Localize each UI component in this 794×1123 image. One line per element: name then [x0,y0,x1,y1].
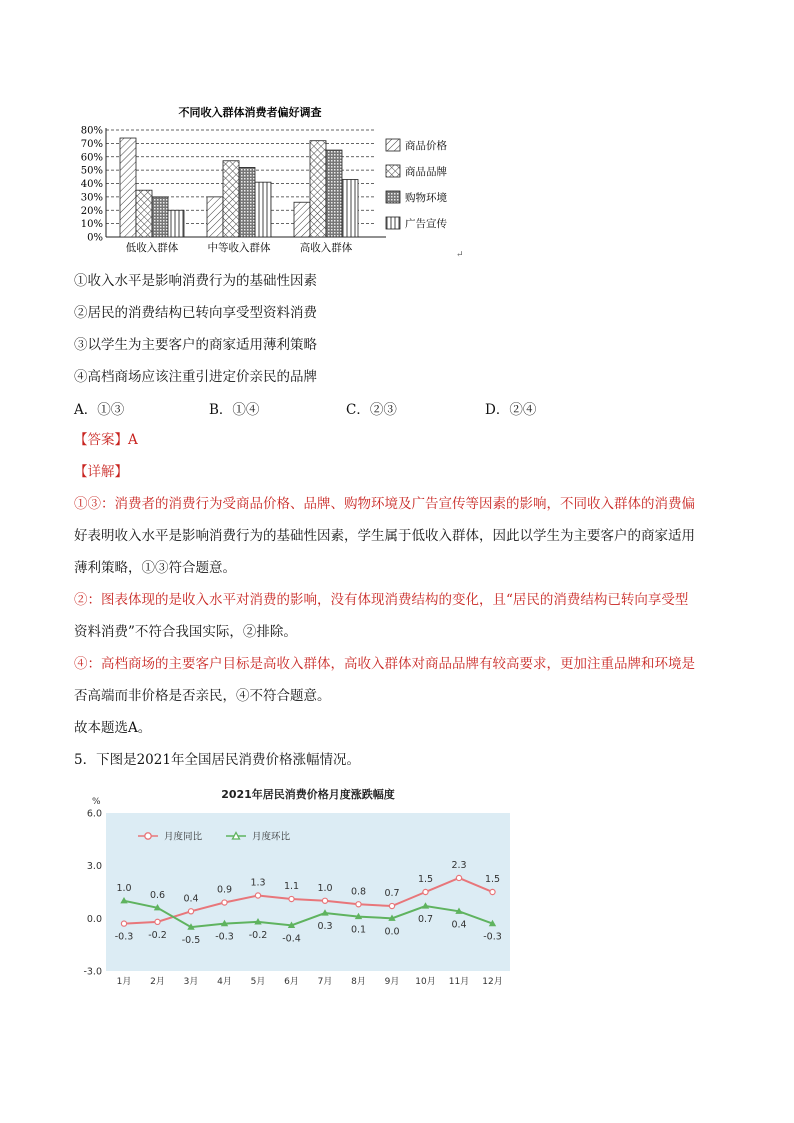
chart2-point [222,900,227,905]
chart1-legend-swatch [386,139,400,151]
chart1-ytick-label: 20% [80,205,103,217]
chart2-xtick-label: 5月 [250,977,266,987]
chart2-point [255,893,260,898]
explanation-line-6: ④：高档商场的主要客户目标是高收入群体，高收入群体对商品品牌有较高要求，更加注重品牌和环境是 [74,656,695,672]
chart1-legend-swatch [386,217,400,229]
chart1-ytick-label: 70% [80,138,103,150]
chart2-data-label: 0.4 [183,893,199,905]
chart2-ytick-label: 0.0 [86,913,102,925]
chart2-ylabel: % [92,797,101,807]
chart2-point [289,896,294,901]
chart1-legend-label: 商品价格 [405,140,447,152]
chart1-legend-swatch [386,191,400,203]
chart2-legend-label: 月度环比 [252,831,291,843]
chart1-legend-label: 商品品牌 [405,166,447,178]
chart2-xtick-label: 11月 [448,977,470,987]
income-preference-bar-chart [70,100,470,260]
chart2-data-label: -0.3 [215,931,234,943]
chart1-ytick-label: 10% [80,219,103,231]
explanation-line-5: 资料消费”不符合我国实际，②排除。 [74,624,297,640]
chart2-xtick-label: 4月 [217,977,232,987]
chart2-point [322,898,327,903]
chart2-legend-label: 月度同比 [164,831,203,843]
chart2-data-label: 1.0 [317,882,333,894]
chart2-xtick-label: 6月 [284,977,299,987]
return-mark: ↵ [456,250,464,260]
chart2-ytick-label: 3.0 [86,861,102,873]
chart2-data-label: -0.3 [483,931,502,943]
chart2-point [456,875,461,880]
chart1-bar [207,197,223,237]
chart2-data-label: 0.4 [451,919,467,931]
chart1-bar [136,190,152,237]
answer-value: A [128,432,138,448]
chart2-ytick-label: 6.0 [86,808,102,820]
chart2-data-label: 0.1 [350,924,367,936]
chart2-xtick-label: 3月 [183,977,199,987]
answer-line [74,430,138,450]
option-b[interactable]: B．①④ [209,402,260,418]
chart1-ytick-label: 0% [87,232,103,244]
chart2-xtick-label: 8月 [351,977,366,987]
chart2-data-label: 0.8 [350,886,367,898]
answer-label: 【答案】 [74,432,128,448]
explanation-line-1: ①③：消费者的消费行为受商品价格、品牌、购物环境及广告宣传等因素的影响，不同收入群体的消费偏 [74,496,695,512]
chart2-point [356,902,361,907]
statement-4: ④高档商场应该注重引进定价亲民的品牌 [74,369,317,385]
chart1-ytick-label: 60% [80,152,103,164]
option-c[interactable]: C．②③ [346,402,397,418]
explanation-line-3: 薄利策略，①③符合题意。 [74,560,236,576]
chart1-ytick-label: 40% [80,179,103,190]
chart2-xtick-label: 10月 [415,977,436,987]
chart1-bar [152,197,168,237]
chart2-data-label: 0.9 [216,884,233,896]
chart2-data-label: 1.1 [283,881,300,893]
chart2-data-label: -0.2 [148,929,167,941]
chart2-point [490,889,495,894]
chart2-data-label: 0.7 [384,888,400,900]
chart2-ytick-label: -3.0 [83,966,102,978]
chart2-xtick-label: 2月 [150,977,165,987]
chart2-legend-marker [145,833,151,839]
chart1-bar [294,202,310,237]
chart2-title: 2021年居民消费价格月度涨跌幅度 [221,788,395,801]
chart1-ytick-label: 30% [80,192,103,204]
statement-2: ②居民的消费结构已转向享受型资料消费 [74,305,317,321]
chart2-data-label: -0.4 [282,933,301,945]
explanation-line-4: ②：图表体现的是收入水平对消费的影响，没有体现消费结构的变化，且“居民的消费结构已转向享受型 [74,592,689,608]
chart2-data-label: 0.6 [149,889,166,901]
chart2-data-label: -0.2 [248,929,268,941]
chart2-point [423,889,428,894]
option-d[interactable]: D．②④ [485,402,537,418]
chart1-category-label: 中等收入群体 [207,242,271,254]
chart1-ytick-label: 80% [80,125,103,137]
chart2-xtick-label: 7月 [317,977,333,987]
chart2-point [155,919,160,924]
chart1-bar [342,179,358,237]
detail-label: 【详解】 [74,464,128,480]
chart1-bar [120,138,136,237]
chart1-category-label: 低收入群体 [125,242,179,254]
chart1-title: 不同收入群体消费者偏好调查 [178,106,322,119]
explanation-line-7: 否高端而非价格是否亲民，④不符合题意。 [74,688,331,704]
chart2-data-label: -0.5 [181,935,201,947]
chart2-data-label: -0.3 [114,931,134,943]
chart2-point [188,909,193,914]
question-5: 5．下图是2021年全国居民消费价格涨幅情况。 [74,752,360,768]
chart2-data-label: 1.5 [417,874,434,885]
chart1-legend-label: 购物环境 [405,192,447,204]
chart2-data-label: 1.5 [484,874,501,885]
chart1-ytick-label: 50% [80,165,103,177]
chart2-data-label: 0.7 [417,914,434,926]
statement-3: ③以学生为主要客户的商家适用薄利策略 [74,337,317,353]
chart2-xtick-label: 9月 [384,977,400,987]
chart1-bar [239,167,255,237]
option-a[interactable]: A．①③ [74,402,125,418]
chart2-data-label: 1.0 [116,882,132,894]
cpi-line-chart [76,784,516,996]
chart1-bar [223,161,239,237]
chart1-bar [255,182,271,237]
chart2-data-label: 2.3 [451,859,467,871]
chart1-bar [326,150,342,237]
chart1-bar [310,141,326,237]
conclusion: 故本题选A。 [74,720,152,736]
chart2-point [121,921,126,926]
chart2-xtick-label: 1月 [116,977,132,987]
chart2-xtick-label: 12月 [482,977,503,987]
chart2-point [389,903,394,908]
chart1-category-label: 高收入群体 [299,242,353,254]
chart1-legend-label: 广告宣传 [405,218,447,230]
chart1-bar [168,210,184,237]
chart1-legend-swatch [386,165,400,177]
chart2-data-label: 1.3 [250,877,266,889]
statement-1: ①收入水平是影响消费行为的基础性因素 [74,273,317,289]
chart2-data-label: 0.3 [317,921,333,933]
explanation-line-2: 好表明收入水平是影响消费行为的基础性因素，学生属于低收入群体，因此以学生为主要客户的商家适用 [74,528,695,544]
chart2-data-label: 0.0 [384,926,400,938]
